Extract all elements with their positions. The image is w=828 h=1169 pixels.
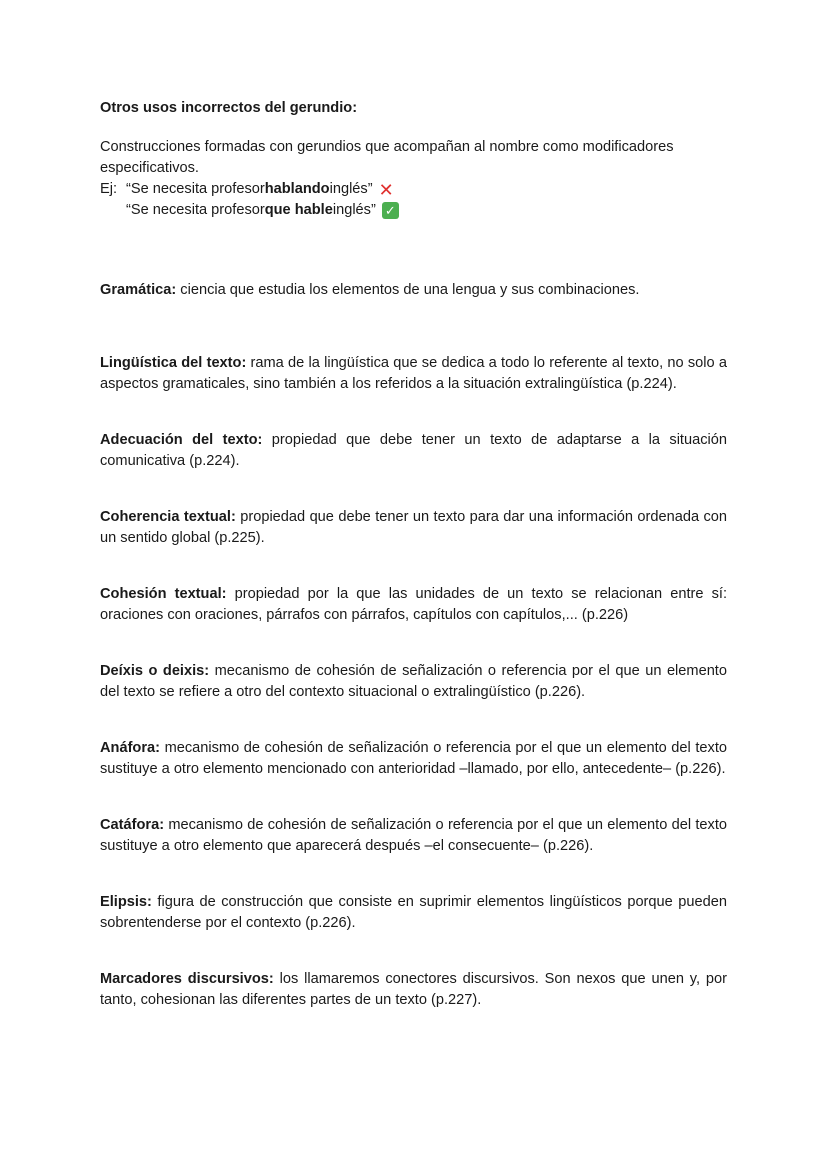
definition-term: Gramática: xyxy=(100,282,177,298)
definition-term: Deíxis o deixis: xyxy=(100,663,210,679)
definition-text: propiedad que debe tener un texto de adaptarse a la situación comunicativa (p.224). xyxy=(100,432,727,469)
definition-cohesion-textual xyxy=(100,584,727,626)
example-wrong-after: inglés” xyxy=(329,181,373,197)
example-right-after: inglés” xyxy=(332,202,376,218)
definition-coherencia-textual xyxy=(100,507,727,549)
definition-term: Coherencia textual: xyxy=(100,509,236,525)
definition-term: Marcadores discursivos: xyxy=(100,971,274,987)
example-right-bold: que hable xyxy=(264,202,333,218)
definition-text: los llamaremos conectores discursivos. Son nexos que unen y, por tanto, cohesionan las diferentes partes de un texto (p.227). xyxy=(100,971,727,1008)
definition-text: propiedad que debe tener un texto para dar una información ordenada con un sentido global (p.225). xyxy=(100,509,728,546)
definition-catafora xyxy=(100,815,727,857)
example-right xyxy=(100,200,727,221)
definition-gramatica xyxy=(100,280,727,301)
example-wrong xyxy=(100,179,727,200)
definition-term: Anáfora: xyxy=(100,740,160,756)
definition-term: Adecuación del texto: xyxy=(100,432,263,448)
definition-text: propiedad por la que las unidades de un texto se relacionan entre sí: oraciones con oraciones, párrafos con párrafos, capítulos con capítulos,... (p.226) xyxy=(100,586,727,623)
definition-linguistica-del-texto xyxy=(100,353,727,395)
definition-anafora xyxy=(100,738,727,780)
definition-text: ciencia que estudia los elementos de una lengua y sus combinaciones. xyxy=(176,282,640,298)
definition-text: rama de la lingüística que se dedica a todo lo referente al texto, no solo a aspectos gramaticales, sino también a los referidos a la situación extralingüística (p.224). xyxy=(100,355,727,392)
definition-term: Lingüística del texto: xyxy=(100,355,247,371)
examples-block xyxy=(100,179,727,221)
definition-text: mecanismo de cohesión de señalización o referencia por el que un elemento del texto sustituye a otro elemento mencionado con anterioridad –llamado, por ello, antecedente– (p.226). xyxy=(100,740,727,777)
definition-adecuacion-del-texto xyxy=(100,430,727,472)
definition-text: figura de construcción que consiste en suprimir elementos lingüísticos porque pueden sobrentenderse por el contexto (p.226). xyxy=(100,894,727,931)
section-heading: Otros usos incorrectos del gerundio: xyxy=(100,100,358,116)
definition-marcadores-discursivos xyxy=(100,969,727,1011)
example-label: Ej: xyxy=(100,181,118,197)
definition-term: Catáfora: xyxy=(100,817,165,833)
example-wrong-before: “Se necesita profesor xyxy=(126,181,265,197)
example-right-before: “Se necesita profesor xyxy=(126,202,265,218)
definition-elipsis xyxy=(100,892,727,934)
document-page xyxy=(100,98,727,1011)
example-wrong-bold: hablando xyxy=(264,181,330,197)
intro-paragraph: Construcciones formadas con gerundios que acompañan al nombre como modificadores especificativos. xyxy=(100,139,674,176)
cross-mark-icon: ✕ xyxy=(378,179,394,200)
check-mark-icon: ✓ xyxy=(382,202,399,219)
definition-term: Cohesión textual: xyxy=(100,586,227,602)
definition-term: Elipsis: xyxy=(100,894,152,910)
definition-text: mecanismo de cohesión de señalización o referencia por el que un elemento del texto se refiere a otro del contexto situacional o extralingüístico (p.226). xyxy=(100,663,727,700)
definition-text: mecanismo de cohesión de señalización o referencia por el que un elemento del texto sustituye a otro elemento que aparecerá después –el consecuente– (p.226). xyxy=(100,817,727,854)
definition-deixis xyxy=(100,661,727,703)
